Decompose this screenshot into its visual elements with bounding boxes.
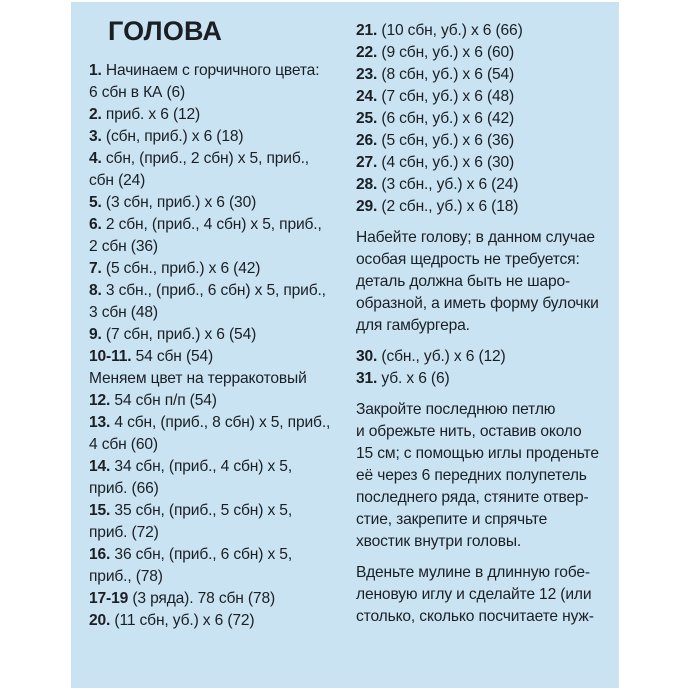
row-number: 24. [356, 88, 378, 105]
row-number: 17-19 [89, 590, 129, 607]
row-text: (7 сбн, приб.) х 6 (54) [101, 326, 257, 343]
row-text: 4 сбн, (приб., 8 сбн) х 5, приб., [110, 414, 331, 431]
row-number: 29. [356, 198, 378, 215]
row-text: Вденьте мулине в длинную гобе- [356, 564, 590, 581]
row-number: 12. [89, 392, 111, 409]
row-number: 6. [89, 216, 102, 233]
row-text: Меняем цвет на терракотовый [89, 370, 307, 387]
row-number: 27. [356, 154, 378, 171]
instruction-row [89, 258, 357, 280]
row-text: и обрежьте нить, оставив около [356, 423, 582, 440]
row-number: 30. [356, 348, 378, 365]
row-number: 4. [89, 150, 102, 167]
instruction-row [356, 346, 618, 368]
text-line [89, 82, 357, 104]
row-text: 54 сбн п/п (54) [110, 392, 217, 409]
left-lines [89, 60, 357, 632]
instruction-row [89, 544, 357, 566]
instruction-row [89, 610, 357, 632]
row-number: 2. [89, 106, 102, 123]
row-text: деталь должна быть не шаро- [356, 273, 571, 290]
text-line [356, 249, 618, 271]
text-line [89, 566, 357, 588]
row-text: (8 сбн, уб.) х 6 (54) [377, 66, 515, 83]
row-text: (3 сбн., уб.) х 6 (24) [377, 176, 519, 193]
instruction-row [89, 324, 357, 346]
row-text: 15 см; с помощью иглы проденьте [356, 445, 599, 462]
row-number: 5. [89, 194, 102, 211]
text-line [89, 434, 357, 456]
text-line [356, 293, 618, 315]
instruction-row [356, 368, 618, 390]
row-number: 31. [356, 370, 378, 387]
row-text: последнего ряда, стяните отвер- [356, 489, 589, 506]
paragraph-gap [356, 390, 618, 399]
instruction-row [356, 42, 618, 64]
text-line [356, 315, 618, 337]
row-text: 3 сбн (48) [89, 304, 158, 321]
row-text: образной, а иметь форму булочки [356, 295, 599, 312]
row-number: 15. [89, 502, 111, 519]
instruction-row [356, 86, 618, 108]
row-text: 54 сбн (54) [131, 348, 214, 365]
row-number: 16. [89, 546, 111, 563]
instruction-row [89, 346, 357, 368]
text-line [89, 368, 357, 390]
text-line [356, 443, 618, 465]
text-line [89, 236, 357, 258]
paragraph-gap [356, 218, 618, 227]
text-line [356, 584, 618, 606]
instruction-row [89, 588, 357, 610]
row-number: 23. [356, 66, 378, 83]
row-text: Начинаем с горчичного цвета: [101, 62, 320, 79]
instruction-row [356, 152, 618, 174]
text-line [356, 421, 618, 443]
instruction-panel [71, 2, 619, 688]
row-number: 7. [89, 260, 102, 277]
instruction-row [356, 20, 618, 42]
row-text: для гамбургера. [356, 317, 470, 334]
row-text: (11 сбн, уб.) х 6 (72) [110, 612, 255, 629]
instruction-row [356, 64, 618, 86]
row-number: 3. [89, 128, 102, 145]
row-number: 28. [356, 176, 378, 193]
text-line [356, 271, 618, 293]
instruction-row [89, 104, 357, 126]
row-text: 4 сбн (60) [89, 436, 158, 453]
row-text: стие, закрепите и спрячьте [356, 511, 548, 528]
instruction-row [89, 412, 357, 434]
row-text: (5 сбн., приб.) х 6 (42) [101, 260, 261, 277]
section-title: ГОЛОВА [108, 16, 223, 46]
paragraph-gap [356, 337, 618, 346]
instruction-row [89, 192, 357, 214]
text-line [356, 606, 618, 628]
row-text: (10 сбн, уб.) х 6 (66) [377, 22, 523, 39]
instruction-row [356, 174, 618, 196]
row-number: 1. [89, 62, 102, 79]
instruction-row [89, 148, 357, 170]
row-number: 21. [356, 22, 378, 39]
instruction-row [89, 126, 357, 148]
text-line [89, 478, 357, 500]
row-text: леновую иглу и сделайте 12 (или [356, 586, 592, 603]
row-text: (9 сбн, уб.) х 6 (60) [377, 44, 515, 61]
text-line [356, 399, 618, 421]
row-text: Набейте голову; в данном случае [356, 229, 595, 246]
row-text: приб. (72) [89, 524, 159, 541]
instruction-row [356, 130, 618, 152]
row-text: 3 сбн., (приб., 6 сбн) х 5, приб., [101, 282, 326, 299]
row-text: (3 ряда). 78 сбн (78) [128, 590, 276, 607]
instruction-row [356, 108, 618, 130]
row-text: (2 сбн., уб.) х 6 (18) [377, 198, 519, 215]
row-text: (сбн., уб.) х 6 (12) [377, 348, 506, 365]
row-text: 34 сбн, (приб., 4 сбн) х 5, [110, 458, 293, 475]
row-text: сбн, (приб., 2 сбн) х 5, приб., [101, 150, 309, 167]
row-text: сбн (24) [89, 172, 146, 189]
row-text: (6 сбн, уб.) х 6 (42) [377, 110, 515, 127]
row-text: 2 сбн (36) [89, 238, 158, 255]
row-text: (7 сбн, уб.) х 6 (48) [377, 88, 515, 105]
row-number: 10-11. [89, 348, 132, 365]
row-text: 35 сбн, (приб., 5 сбн) х 5, [110, 502, 293, 519]
text-line [356, 509, 618, 531]
text-line [356, 465, 618, 487]
instruction-row [89, 280, 357, 302]
text-line [356, 562, 618, 584]
row-number: 14. [89, 458, 111, 475]
instruction-row [89, 214, 357, 236]
row-text: уб. х 6 (6) [377, 370, 450, 387]
text-line [89, 170, 357, 192]
row-number: 8. [89, 282, 102, 299]
right-lines [356, 20, 618, 628]
text-line [89, 522, 357, 544]
text-line [356, 227, 618, 249]
row-text: её через 6 передних полупетель [356, 467, 587, 484]
row-text: Закройте последнюю петлю [356, 401, 556, 418]
row-text: столько, сколько посчитаете нуж- [356, 608, 594, 625]
row-text: 6 сбн в КА (6) [89, 84, 186, 101]
row-text: приб. х 6 (12) [101, 106, 201, 123]
text-line [356, 531, 618, 553]
text-line [356, 487, 618, 509]
row-number: 25. [356, 110, 378, 127]
row-number: 22. [356, 44, 378, 61]
row-number: 13. [89, 414, 111, 431]
row-text: (5 сбн, уб.) х 6 (36) [377, 132, 515, 149]
instruction-row [89, 390, 357, 412]
row-text: хвостик внутри головы. [356, 533, 522, 550]
row-number: 26. [356, 132, 378, 149]
row-text: приб. (66) [89, 480, 159, 497]
instruction-row [89, 500, 357, 522]
row-number: 20. [89, 612, 111, 629]
text-line [89, 302, 357, 324]
instruction-row [89, 60, 357, 82]
row-text: 36 сбн, (приб., 6 сбн) х 5, [110, 546, 293, 563]
row-text: особая щедрость не требуется: [356, 251, 580, 268]
row-text: (4 сбн, уб.) х 6 (30) [377, 154, 515, 171]
row-text: 2 сбн, (приб., 4 сбн) х 5, приб., [101, 216, 322, 233]
paragraph-gap [356, 553, 618, 562]
row-text: приб., (78) [89, 568, 163, 585]
instruction-row [356, 196, 618, 218]
instruction-row [89, 456, 357, 478]
row-number: 9. [89, 326, 102, 343]
row-text: (3 сбн, приб.) х 6 (30) [101, 194, 257, 211]
row-text: (сбн, приб.) х 6 (18) [101, 128, 244, 145]
